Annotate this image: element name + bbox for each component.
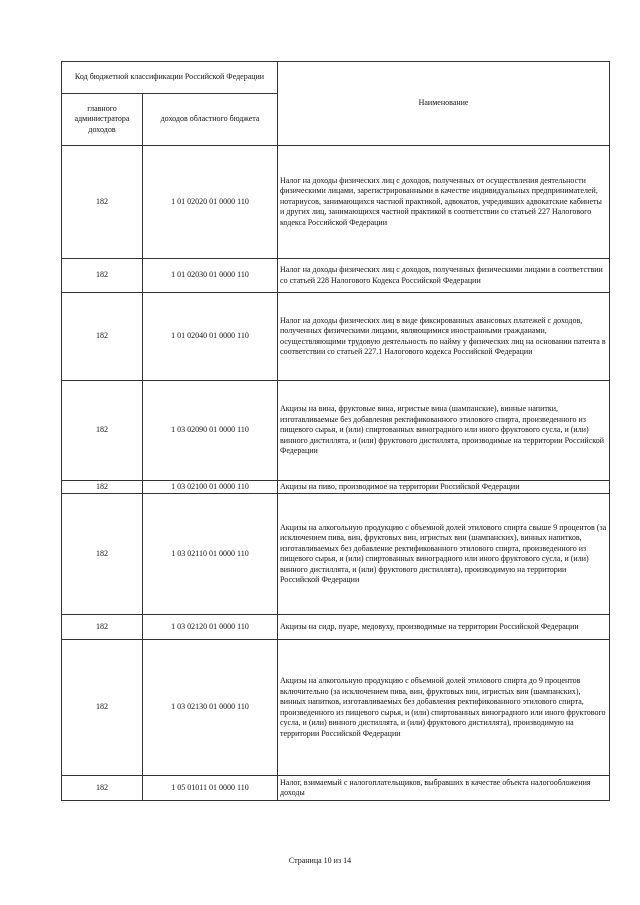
income-name: Акцизы на вина, фруктовые вина, игристые вина (шампанские), винные напитки, изготавливаемые без добавления ректификованного этилового спирта, произведенного из пищевого сырья, и (или) спиртованных виноградного или иного фруктового сусла, и (или) винного дистиллята, и (или) фруктового дистиллята, производимые на территории Российской Федерации — [278, 381, 610, 481]
income-code: 1 03 02130 01 0000 110 — [143, 640, 278, 776]
income-name: Акцизы на алкогольную продукцию с объемной долей этилового спирта свыше 9 процентов (за исключением пива, вин, фруктовых вин, игристых вин (шампанских), винных напитков, изготавливаемых без добавление ректификованного этилового спирта, произведенного из пищевого сырья, и (или) спиртованных виноградного или иного фруктового сусла, и (или) винного дистиллята, и (или) фруктового дистиллята), производимую на территории Российской Федерации — [278, 494, 610, 615]
income-name: Акцизы на сидр, пуаре, медовуху, производимые на территории Российской Федерации — [278, 615, 610, 640]
admin-code: 182 — [62, 494, 143, 615]
admin-code: 182 — [62, 146, 143, 259]
admin-code: 182 — [62, 640, 143, 776]
table-row — [62, 640, 610, 776]
admin-code: 182 — [62, 293, 143, 381]
income-name: Налог, взимаемый с налогоплательщиков, выбравших в качестве объекта налогообложения доходы — [278, 776, 610, 801]
header-income: доходов областного бюджета — [143, 94, 278, 146]
income-code: 1 03 02090 01 0000 110 — [143, 381, 278, 481]
table-row — [62, 146, 610, 259]
income-name: Налог на доходы физических лиц с доходов, полученных физическими лицами в соответствии со статьей 228 Налогового Кодекса Российской Федерации — [278, 259, 610, 293]
table-row — [62, 615, 610, 640]
header-admin: главного администратора доходов — [62, 94, 143, 146]
income-code: 1 01 02040 01 0000 110 — [143, 293, 278, 381]
table-row — [62, 481, 610, 494]
admin-code: 182 — [62, 381, 143, 481]
budget-classification-table — [61, 61, 610, 801]
table-row — [62, 259, 610, 293]
page-number: Страница 10 из 14 — [288, 856, 352, 865]
income-name: Налог на доходы физических лиц в виде фиксированных авансовых платежей с доходов, полученных физическими лицами, являющимися иностранными гражданами, осуществляющими трудовую деятельность по найму у физических лиц на основании патента в соответствии со статьей 227.1 Налогового кодекса Российской Федерации — [278, 293, 610, 381]
income-code: 1 01 02020 01 0000 110 — [143, 146, 278, 259]
header-name: Наименование — [278, 62, 610, 146]
admin-code: 182 — [62, 481, 143, 494]
admin-code: 182 — [62, 776, 143, 801]
admin-code: 182 — [62, 615, 143, 640]
header-group-code: Код бюджетной классификации Российской Федерации — [62, 62, 278, 94]
income-name: Акцизы на алкогольную продукцию с объемной долей этилового спирта до 9 процентов включительно (за исключением пива, вин, фруктовых вин, игристых вин (шампанских), винных напитков, изготавливаемых без добавления ректификованного этилового спирта, произведенного из пищевого сырья, и (или) спиртованных виноградного или иного фруктового сусла, и (или) винного дистиллята, и (или) фруктового дистиллята), производимую на территории Российской Федерации — [278, 640, 610, 776]
income-code: 1 01 02030 01 0000 110 — [143, 259, 278, 293]
table-row — [62, 776, 610, 801]
income-code: 1 03 02120 01 0000 110 — [143, 615, 278, 640]
income-code: 1 05 01011 01 0000 110 — [143, 776, 278, 801]
income-code: 1 03 02100 01 0000 110 — [143, 481, 278, 494]
income-code: 1 03 02110 01 0000 110 — [143, 494, 278, 615]
table-row — [62, 381, 610, 481]
table-row — [62, 293, 610, 381]
admin-code: 182 — [62, 259, 143, 293]
income-name: Акцизы на пиво, производимое на территории Российской Федерации — [278, 481, 610, 494]
table-row — [62, 494, 610, 615]
income-name: Налог на доходы физических лиц с доходов, полученных от осуществления деятельности физическими лицами, зарегистрированными в качестве индивидуальных предпринимателей, нотариусов, занимающихся частной практикой, адвокатов, учредивших адвокатские кабинеты и других лиц, занимающихся частной практикой в соответствии со статьей 227 Налогового кодекса Российской Федерации — [278, 146, 610, 259]
